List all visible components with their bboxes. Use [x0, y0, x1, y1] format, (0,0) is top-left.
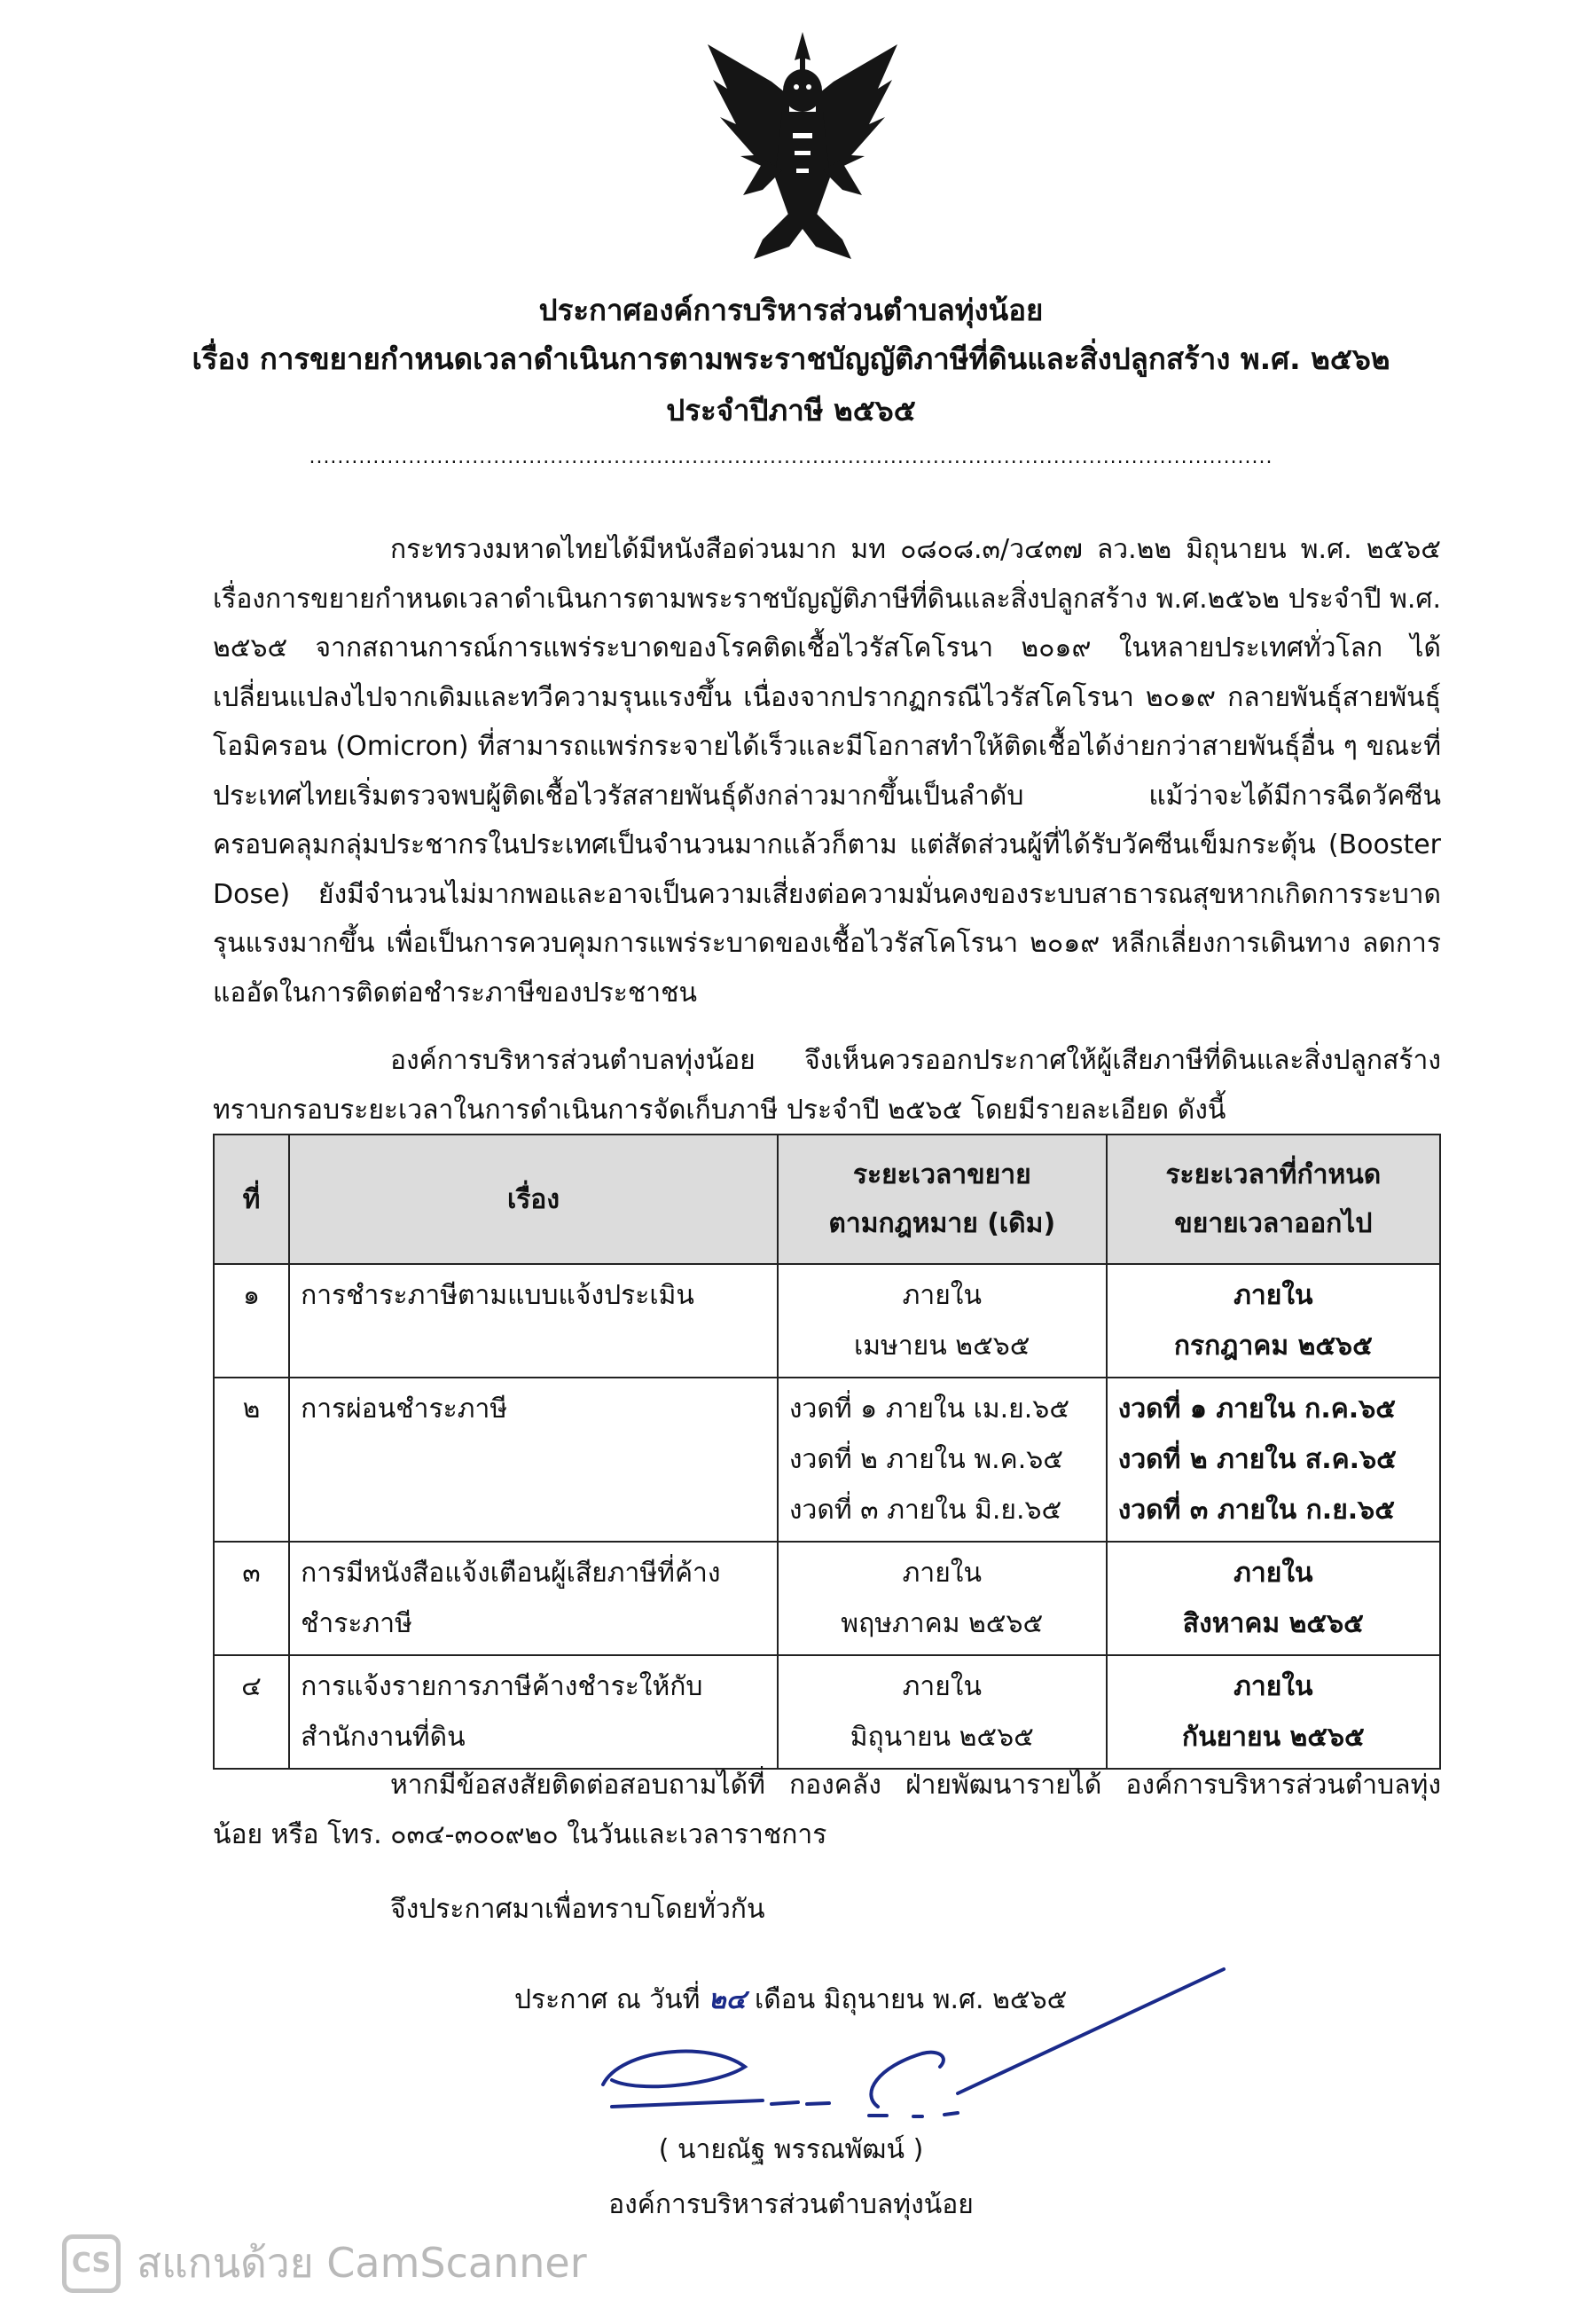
- header-extended-line1: ระยะเวลาที่กำหนด: [1165, 1159, 1382, 1190]
- period-line: พฤษภาคม ๒๕๖๕: [841, 1608, 1044, 1639]
- header-original-line2: ตามกฎหมาย (เดิม): [828, 1208, 1056, 1239]
- closing-paragraph: จึงประกาศมาเพื่อทราบโดยทั่วกัน: [390, 1894, 765, 1925]
- header-original-period: [778, 1135, 1107, 1264]
- header-extended-period: [1107, 1135, 1440, 1264]
- period-line: ภายใน: [902, 1558, 982, 1589]
- period-line: ภายใน: [1233, 1280, 1313, 1311]
- period-line: งวดที่ ๑ ภายใน เม.ย.๖๕: [788, 1394, 1070, 1425]
- row-number: ๑: [214, 1264, 289, 1378]
- row-number: ๓: [214, 1542, 289, 1655]
- row-extended-period: [1107, 1542, 1440, 1655]
- row-number: ๒: [214, 1378, 289, 1542]
- row-original-period: [778, 1655, 1107, 1769]
- header-original-line1: ระยะเวลาขยาย: [852, 1159, 1031, 1190]
- period-line: ภายใน: [902, 1280, 982, 1311]
- body-paragraph-2: องค์การบริหารส่วนตำบลทุ่งน้อย จึงเห็นควรออกประกาศให้ผู้เสียภาษีที่ดินและสิ่งปลูกสร้างทราบกรอบระยะเวลาในการดำเนินการจัดเก็บภาษี ประจำปี ๒๕๖๕ โดยมีรายละเอียด ดังนี้: [213, 1045, 1441, 1126]
- table-header-row: [214, 1135, 1440, 1264]
- row-subject: การชำระภาษีตามแบบแจ้งประเมิน: [289, 1264, 778, 1378]
- watermark-text: สแกนด้วย CamScanner: [137, 2239, 587, 2287]
- period-line: งวดที่ ๒ ภายใน พ.ค.๖๕: [788, 1444, 1064, 1475]
- row-extended-period: [1107, 1264, 1440, 1378]
- period-line: สิงหาคม ๒๕๖๕: [1182, 1608, 1364, 1639]
- date-prefix: ประกาศ ณ วันที่: [514, 1984, 701, 2015]
- period-line: งวดที่ ๑ ภายใน ก.ค.๖๕: [1117, 1394, 1396, 1425]
- camscanner-logo-icon: CS: [62, 2234, 121, 2293]
- date-year: ๒๕๖๕: [992, 1984, 1068, 2015]
- row-extended-period: [1107, 1378, 1440, 1542]
- garuda-emblem-icon: [701, 27, 905, 266]
- dotted-divider: ........................................................................................................................................: [309, 446, 1273, 468]
- camscanner-watermark: [62, 2231, 587, 2296]
- header-extended-line2: ขยายเวลาออกไป: [1174, 1208, 1373, 1239]
- announcement-tax-year: ประจำปีภาษี ๒๕๖๕: [666, 393, 916, 428]
- period-line: ภายใน: [1233, 1671, 1313, 1702]
- period-line: กันยายน ๒๕๖๕: [1181, 1722, 1365, 1753]
- row-subject: การแจ้งรายการภาษีค้างชำระให้กับสำนักงานที่ดิน: [289, 1655, 778, 1769]
- date-month: มิถุนายน: [823, 1984, 925, 2015]
- table-row: [214, 1378, 1440, 1542]
- period-line: ภายใน: [902, 1671, 982, 1702]
- table-row: [214, 1655, 1440, 1769]
- period-line: ภายใน: [1233, 1558, 1313, 1589]
- date-month-label: เดือน: [754, 1984, 816, 2015]
- period-line: งวดที่ ๒ ภายใน ส.ค.๖๕: [1117, 1444, 1397, 1475]
- row-subject: การผ่อนชำระภาษี: [289, 1378, 778, 1542]
- announcement-title: ประกาศองค์การบริหารส่วนตำบลทุ่งน้อย: [538, 293, 1044, 327]
- period-line: กรกฎาคม ๒๕๖๕: [1173, 1331, 1373, 1362]
- table-row: [214, 1542, 1440, 1655]
- row-subject: การมีหนังสือแจ้งเตือนผู้เสียภาษีที่ค้างชำระภาษี: [289, 1542, 778, 1655]
- row-number: ๔: [214, 1655, 289, 1769]
- row-extended-period: [1107, 1655, 1440, 1769]
- table-row: [214, 1264, 1440, 1378]
- signer-name: ( นายณัฐ พรรณพัฒน์ ): [658, 2134, 924, 2165]
- header-subject: เรื่อง: [289, 1135, 778, 1264]
- date-day: ๒๔: [708, 1984, 747, 2015]
- row-original-period: [778, 1542, 1107, 1655]
- handwritten-signature: [585, 1951, 1241, 2138]
- row-original-period: [778, 1378, 1107, 1542]
- announcement-subject: เรื่อง การขยายกำหนดเวลาดำเนินการตามพระราชบัญญัติภาษีที่ดินและสิ่งปลูกสร้าง พ.ศ. ๒๕๖๒: [192, 342, 1390, 376]
- contact-paragraph: หากมีข้อสงสัยติดต่อสอบถามได้ที่ กองคลัง ฝ่ายพัฒนารายได้ องค์การบริหารส่วนตำบลทุ่งน้อย หรือ โทร. ๐๓๔-๓๐๐๙๒๐ ในวันและเวลาราชการ: [213, 1770, 1441, 1850]
- period-line: เมษายน ๒๕๖๕: [854, 1331, 1030, 1362]
- date-year-label: พ.ศ.: [932, 1984, 984, 2015]
- body-paragraph-1: กระทรวงมหาดไทยได้มีหนังสือด่วนมาก มท ๐๘๐๘.๓/ว๔๓๗ ลว.๒๒ มิถุนายน พ.ศ. ๒๕๖๕ เรื่องการขยายกำหนดเวลาดำเนินการตามพระราชบัญญัติภาษีที่ดินและสิ่งปลูกสร้าง พ.ศ.๒๕๖๒ ประจำปี พ.ศ. ๒๕๖๕ จากสถานการณ์การแพร่ระบาดของโรคติดเชื้อไวรัสโคโรนา ๒๐๑๙ ในหลายประเทศทั่วโลก ได้เปลี่ยนแปลงไปจากเดิมและทวีความรุนแรงขึ้น เนื่องจากปรากฏกรณีไวรัสโคโรนา ๒๐๑๙ กลายพันธุ์สายพันธุ์โอมิครอน (Omicron) ที่สามารถแพร่กระจายได้เร็วและมีโอกาสทำให้ติดเชื้อได้ง่ายกว่าสายพันธุ์อื่น ๆ ขณะที่ประเทศไทยเริ่มตรวจพบผู้ติดเชื้อไวรัสสายพันธุ์ดังกล่าวมากขึ้นเป็นลำดับ แม้ว่าจะได้มีการฉีดวัคซีนครอบคลุมกลุ่มประชากรในประเทศเป็นจำนวนมากแล้วก็ตาม แต่สัดส่วนผู้ที่ได้รับวัคซีนเข็มกระตุ้น (Booster Dose) ยังมีจำนวนไม่มากพอและอาจเป็นความเสี่ยงต่อความมั่นคงของระบบสาธารณสุขหากเกิดการระบาดรุนแรงมากขึ้น เพื่อเป็นการควบคุมการแพร่ระบาดของเชื้อไวรัสโคโรนา ๒๐๑๙ หลีกเลี่ยงการเดินทาง ลดการแออัดในการติดต่อชำระภาษีของประชาชน: [213, 534, 1441, 1009]
- period-line: งวดที่ ๓ ภายใน มิ.ย.๖๕: [788, 1495, 1062, 1526]
- header-no: ที่: [214, 1135, 289, 1264]
- row-original-period: [778, 1264, 1107, 1378]
- period-line: มิถุนายน ๒๕๖๕: [850, 1722, 1034, 1753]
- tax-schedule-table: [213, 1134, 1441, 1770]
- period-line: งวดที่ ๓ ภายใน ก.ย.๖๕: [1117, 1495, 1395, 1526]
- signer-organization: องค์การบริหารส่วนตำบลทุ่งน้อย: [608, 2189, 974, 2220]
